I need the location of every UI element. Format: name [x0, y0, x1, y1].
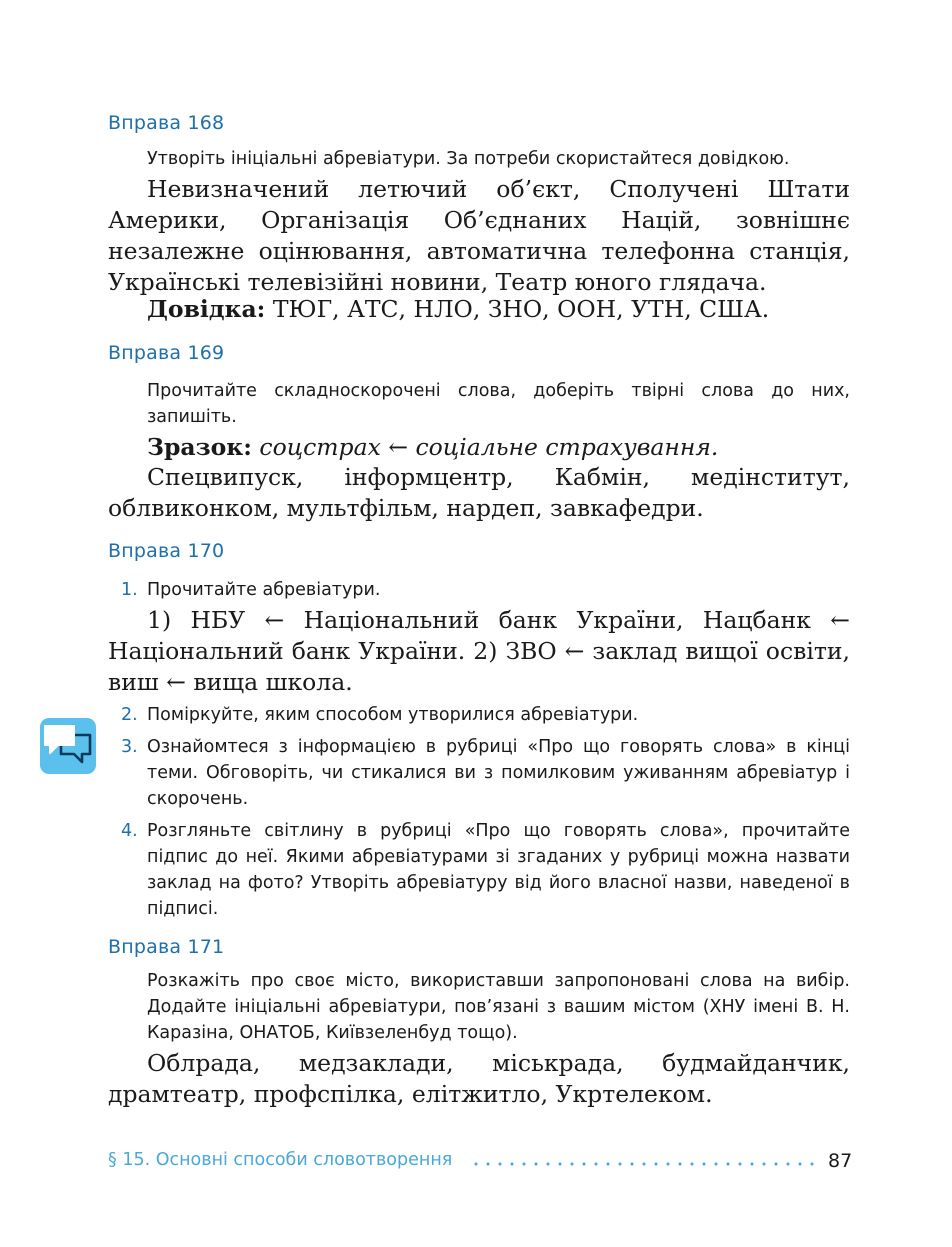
exercise-171-task: Розкажіть про своє місто, використавши запропоновані слова на вибір. Додайте ініціальні абревіатури, пов’язані з вашим містом (ХНУ імені В. Н. Каразіна, ОНАТОБ, Київзеленбуд тощо). [147, 971, 850, 1043]
reference-text: ТЮГ, АТС, НЛО, ЗНО, ООН, УТН, США. [265, 295, 770, 323]
exercise-169-sample [147, 432, 850, 463]
item-text: Прочитайте абревіатури. [147, 580, 381, 600]
reference-label: Довідка: [147, 295, 266, 323]
item-text: Поміркуйте, яким способом утворилися абревіатури. [147, 705, 639, 725]
exercise-168-text [108, 174, 850, 298]
exercise-169-text [108, 462, 850, 524]
item-number: 1. [121, 580, 138, 600]
exercise-171-text [108, 1048, 850, 1110]
exercise-171-title: Вправа 171 [108, 936, 225, 958]
exercise-169-text-content: Спецвипуск, інформцентр, Кабмін, медінститут, облвиконком, мультфільм, нардеп, завкафедри. [108, 463, 850, 522]
exercise-171-text-content: Облрада, медзаклади, міськрада, будмайданчик, драмтеатр, профспілка, елітжитло, Укртелеком. [108, 1049, 850, 1108]
item-number: 2. [121, 705, 138, 725]
footer-section-title: § 15. Основні способи словотворення [108, 1150, 453, 1170]
chat-bubbles-icon [40, 718, 96, 774]
exercise-168-text-content: Невизначений летючий об’єкт, Сполучені Штати Америки, Організація Об’єднаних Націй, зовнішнє незалежне оцінювання, автоматична телефонна станція, Українські телевізійні новини, Театр юного глядача. [108, 175, 850, 296]
sample-label: Зразок: [147, 433, 252, 461]
sample-text: соцстрах ← соціальне страхування. [251, 433, 719, 461]
footer-dotted-leader [470, 1162, 815, 1166]
item-text: Розгляньте світлину в рубриці «Про що говорять слова», прочитайте підпис до неї. Якими абревіатурами зі згаданих у рубриці можна назвати заклад на фото? Утворіть абревіатуру від його власної назви, наведеної в підписі. [147, 821, 850, 919]
exercise-170-title: Вправа 170 [108, 540, 225, 562]
item-number: 3. [121, 737, 138, 757]
exercise-168-reference [147, 294, 850, 325]
item-number: 4. [121, 821, 138, 841]
chat-bubbles-svg [40, 718, 96, 774]
exercise-168-title: Вправа 168 [108, 112, 225, 134]
exercise-169-title: Вправа 169 [108, 342, 225, 364]
exercise-169-task: Прочитайте складноскорочені слова, доберіть твірні слова до них, запишіть. [147, 381, 850, 427]
page-number: 87 [828, 1150, 853, 1172]
item-text: Ознайомтеся з інформацією в рубриці «Про що говорять слова» в кінці теми. Обговоріть, чи стикалися ви з помилковим уживанням абревіатур і скорочень. [147, 737, 850, 809]
exercise-170-text-content: 1) НБУ ← Національний банк України, Нацбанк ← Національний банк України. 2) ЗВО ← заклад вищої освіти, виш ← вища школа. [108, 606, 850, 696]
exercise-168-task: Утворіть ініціальні абревіатури. За потреби скористайтеся довідкою. [147, 149, 790, 169]
exercise-170-text [108, 605, 850, 698]
